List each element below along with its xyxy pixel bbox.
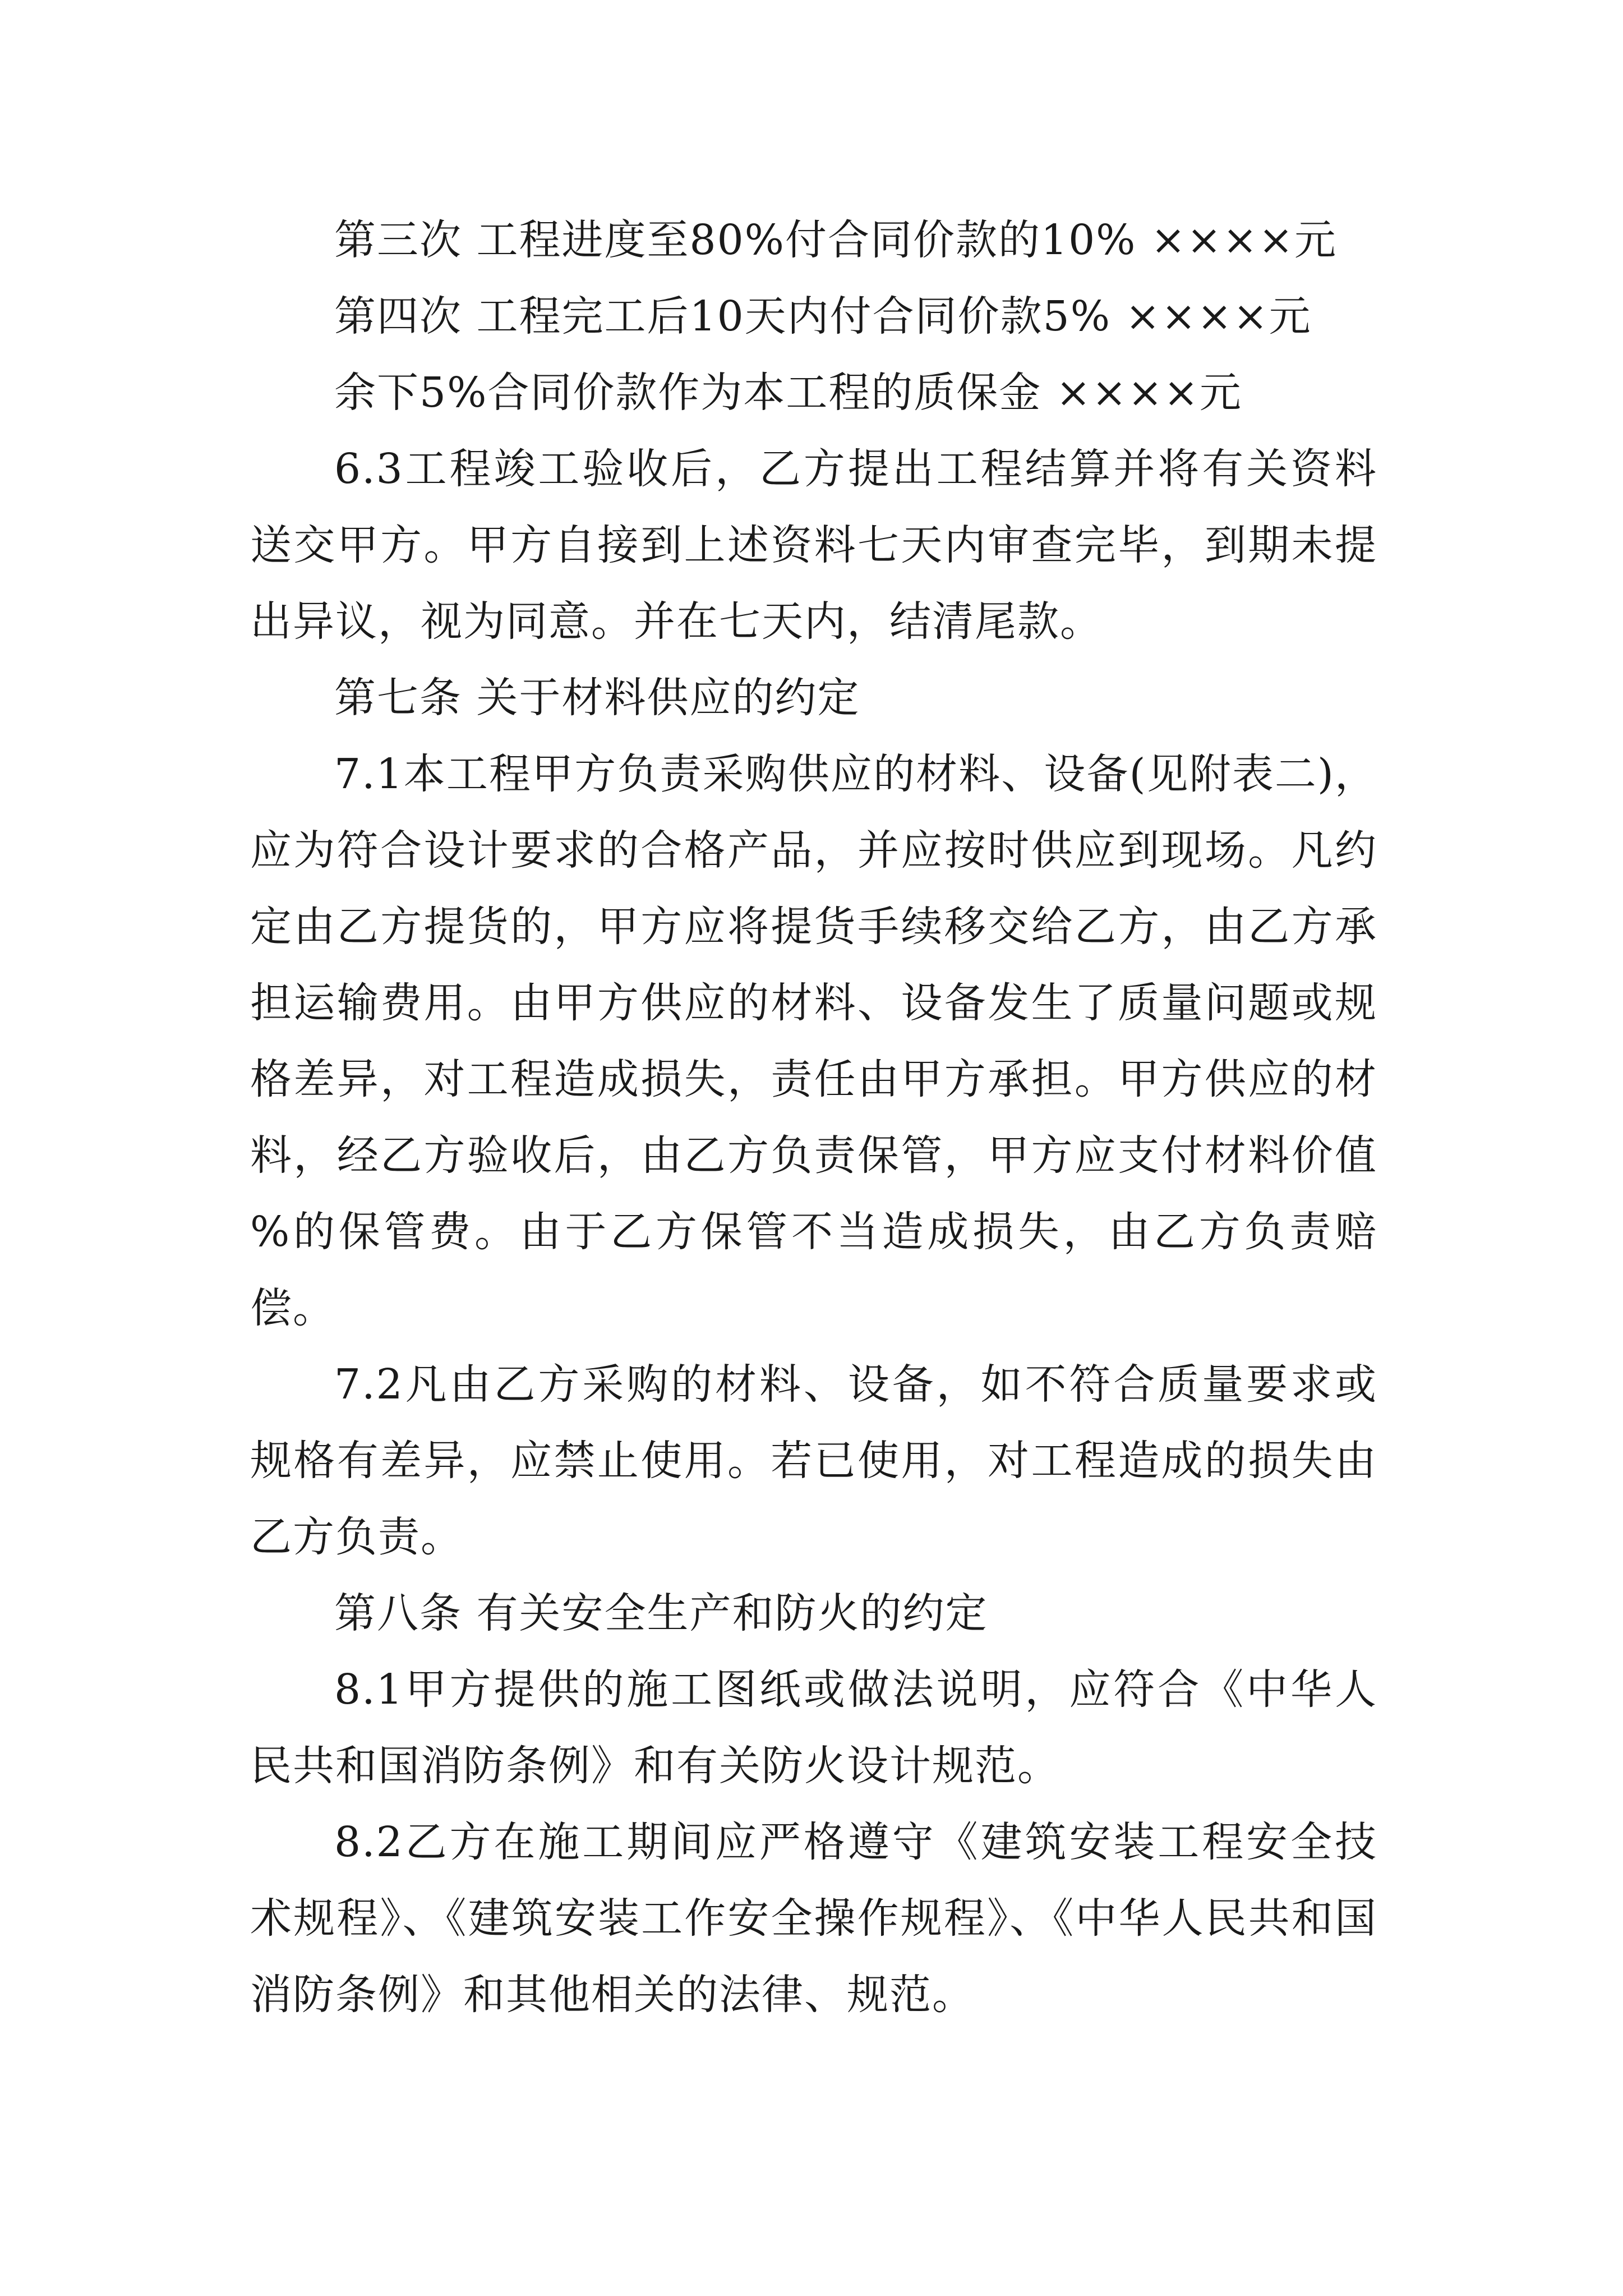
clause-7-1: 7.1本工程甲方负责采购供应的材料、设备(见附表二)，应为符合设计要求的合格产品，并应按时供应到现场。凡约定由乙方提货的，甲方应将提货手续移交给乙方，由乙方承担运输费用。由甲方供应的材料、设备发生了质量问题或规格差异，对工程造成损失，责任由甲方承担。甲方供应的材料，经乙方验收后，由乙方负责保管，甲方应支付材料价值 %的保管费。由于乙方保管不当造成损失，由乙方负责赔偿。 [250, 750, 1377, 1332]
article-8-heading: 第八条 有关安全生产和防火的约定 [334, 1589, 988, 1637]
payment-retention: 余下5%合同价款作为本工程的质保金 ××××元 [334, 369, 1242, 417]
document-body [250, 202, 1377, 2033]
clause-6-3: 6.3工程竣工验收后，乙方提出工程结算并将有关资料送交甲方。甲方自接到上述资料七天内审查完毕，到期未提出异议，视为同意。并在七天内，结清尾款。 [250, 445, 1377, 646]
payment-third-installment: 第三次 工程进度至80%付合同价款的10% ××××元 [334, 216, 1338, 264]
clause-8-1: 8.1甲方提供的施工图纸或做法说明，应符合《中华人民共和国消防条例》和有关防火设计规范。 [250, 1665, 1377, 1790]
article-7-heading: 第七条 关于材料供应的约定 [334, 674, 860, 722]
clause-7-2: 7.2凡由乙方采购的材料、设备，如不符合质量要求或规格有差异，应禁止使用。若已使用，对工程造成的损失由乙方负责。 [250, 1360, 1377, 1561]
clause-8-2: 8.2乙方在施工期间应严格遵守《建筑安装工程安全技术规程》、《建筑安装工作安全操作规程》、《中华人民共和国消防条例》和其他相关的法律、规范。 [250, 1818, 1377, 2019]
payment-fourth-installment: 第四次 工程完工后10天内付合同价款5% ××××元 [334, 292, 1312, 341]
